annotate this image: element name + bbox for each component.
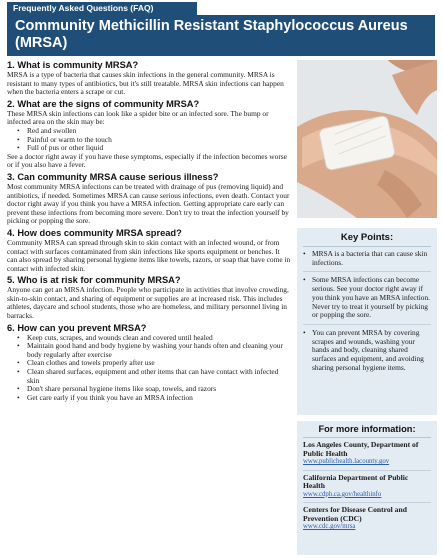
org-link[interactable]: www.publichealth.lacounty.gov — [303, 458, 390, 466]
org-link[interactable]: www.cdph.ca.gov/healthinfo — [303, 490, 382, 498]
title-line-1: Community Methicillin Resistant Staphylococcus Aureus — [15, 18, 408, 34]
answer-paragraph: MRSA is a type of bacteria that causes skin infections in the general community. MRSA is resistant to many types of antibiotics, but it's still treatable. MRSA skin infections can happen when the bacteria enters a scrape or cut. — [7, 70, 284, 97]
question-heading: 2. What are the signs of community MRSA? — [7, 98, 200, 109]
faq-section-6 — [7, 323, 291, 403]
org-name: Centers for Disease Control and Prevention (CDC) — [303, 505, 407, 523]
question-heading: 1. What is community MRSA? — [7, 60, 139, 70]
page-title — [7, 15, 435, 56]
list-item: • Keep cuts, scrapes, and wounds clean and covered until healed — [17, 334, 291, 343]
bandage-illustration — [297, 60, 437, 218]
key-points-box — [297, 228, 437, 415]
bandaged-arm-photo — [297, 60, 437, 218]
org-name: California Department of Public Health — [303, 472, 409, 491]
faq-label: Frequently Asked Questions (FAQ) — [7, 2, 197, 15]
key-point: • MRSA is a bacteria that can cause skin infections. — [303, 250, 431, 272]
answer-paragraph: These MRSA skin infections can look like a spider bite or an infected sore. The bump or infected area on the skin may be: — [7, 108, 269, 127]
question-heading: 5. Who is at risk for community MRSA? — [7, 275, 181, 286]
symptom-list — [7, 127, 291, 153]
question-heading: 3. Can community MRSA cause serious illness? — [7, 171, 219, 182]
title-line-2: (MRSA) — [15, 35, 68, 51]
faq-section-3 — [7, 172, 291, 226]
list-item: • Maintain good hand and body hygiene by washing your hands often and cleaning your body regularly after exercise — [17, 342, 291, 359]
answer-paragraph: Most community MRSA infections can be treated with drainage of pus (removing liquid) and antibiotics, if needed. Sometimes MRSA can cause serious infections, even death. Contact your doctor right away if you think you have a MRSA infection. Getting appropriate care early can prevent these infections from becoming more severe. Don't try to treat the infection yourself by picking or popping the sore. — [7, 181, 290, 226]
answer-paragraph: Anyone can get an MRSA infection. People who participate in activities that involve crowding, skin-to-skin contact, and sharing of equipment or supplies are at increased risk. This includes athletes, daycare and school students, those who are homeless, and military personnel living in barracks. — [7, 285, 289, 321]
key-point: • Some MRSA infections can become serious. See your doctor right away if you think you have an MRSA infection. Never try to treat it yourself by picking or popping the sore. — [303, 276, 431, 325]
faq-section-1 — [7, 60, 291, 97]
prevention-list — [7, 334, 291, 403]
answer-paragraph: See a doctor right away if you have these symptoms, especially if the infection becomes worse or if you also have a fever. — [7, 151, 287, 170]
list-item: • Clean clothes and towels properly after use — [17, 359, 291, 368]
more-info-title: For more information: — [303, 424, 431, 438]
org-name: Los Angeles County, Department of Public Health — [303, 440, 419, 458]
faq-section-2 — [7, 99, 291, 170]
list-item: • Red and swollen — [17, 127, 291, 136]
more-info-box — [297, 421, 437, 555]
faq-section-4 — [7, 228, 291, 273]
org-entry-cdc — [303, 506, 431, 535]
list-item: • Painful or warm to the touch — [17, 136, 291, 145]
faq-content — [7, 58, 291, 404]
list-item: • Don't share personal hygiene items like soap, towels, and razors — [17, 385, 291, 394]
question-heading: 6. How can you prevent MRSA? — [7, 322, 147, 333]
list-item: • Full of pus or other liquid — [17, 144, 291, 153]
org-entry-cdph — [303, 474, 431, 504]
question-heading: 4. How does community MRSA spread? — [7, 227, 182, 238]
list-item: • Get care early if you think you have an MRSA infection — [17, 394, 291, 403]
key-point: • You can prevent MRSA by covering scrapes and wounds, washing your hands and body, cleaning shared surfaces and equipment, and avoiding sharing personal hygiene items. — [303, 329, 431, 377]
list-item: • Clean shared surfaces, equipment and other items that can have contact with infected skin — [17, 368, 291, 385]
org-entry-la-county — [303, 441, 431, 471]
faq-section-5 — [7, 275, 291, 320]
key-points-title: Key Points: — [303, 232, 431, 247]
org-link[interactable]: www.cdc.gov/mrsa — [303, 523, 356, 531]
answer-paragraph: Community MRSA can spread through skin to skin contact with an infected wound, or from contact with surfaces contaminated from skin infections like sports equipment or benches. It can also spread by sharing personal hygiene items like towels, razors, or soap that have come in contact with infected skin. — [7, 237, 291, 273]
